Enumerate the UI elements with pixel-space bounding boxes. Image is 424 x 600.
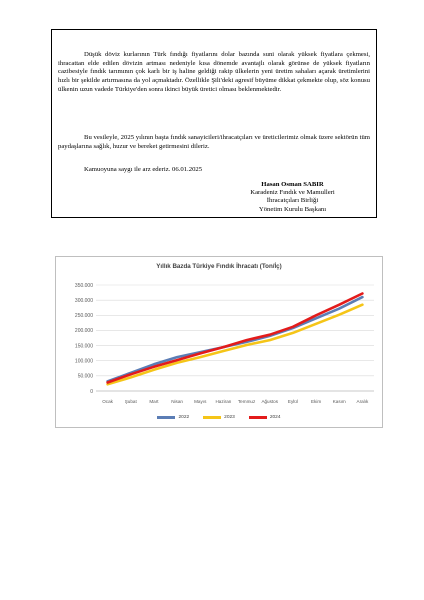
chart-legend xyxy=(56,415,382,420)
letter-paragraph-1: Düşük döviz kurlarının Türk fındığı fiyatlarını dolar bazında suni olarak yüksek fiyatlara çekmesi, ihracattan elde edilen dövizin artması nedeniyle kısa dönemde avantajlı olarak görünse de yüksek fiyatların cazibesiyle fındık tarımının çok karlı bir iş haline geldiği rakip ülkelerin yeni üretim sahaları açarak üretimlerini hızlı bir şekilde artırmasına da yol açmaktadır. Özellikle Şili'deki agresif büyüme dikkat çekmekte olup, söz konusu ülkenin uzun vadede Türkiye'den sonra ikinci büyük üretici olması beklenmektedir. xyxy=(58,51,370,93)
x-tick-label: Şubat xyxy=(124,399,137,404)
legend-label: 2024 xyxy=(269,415,281,420)
chart-title: Yıllık Bazda Türkiye Fındık İhracatı (Ton/İç) xyxy=(156,263,282,270)
legend-label: 2022 xyxy=(178,415,190,420)
export-chart xyxy=(55,256,383,428)
legend-item-2024 xyxy=(249,415,281,420)
x-tick-label: Ekim xyxy=(310,399,322,404)
y-tick-label: 200.000 xyxy=(74,328,93,335)
legend-swatch xyxy=(203,416,221,419)
legend-swatch xyxy=(249,416,267,419)
signatory-org-line-2: İhracatçıları Birliği xyxy=(266,197,319,205)
chart-plot xyxy=(56,257,384,429)
x-tick-label: Kasım xyxy=(332,399,346,404)
y-tick-label: 150.000 xyxy=(74,343,93,350)
x-tick-label: Haziran xyxy=(215,399,232,404)
y-tick-label: 50.000 xyxy=(77,373,93,380)
y-tick-label: 250.000 xyxy=(74,313,93,320)
signatory-title: Yönetim Kurulu Başkanı xyxy=(258,205,327,213)
series-line-2024 xyxy=(108,294,363,383)
y-tick-label: 350.000 xyxy=(74,282,93,289)
signatory-name: Hasan Osman SABIR xyxy=(261,181,324,188)
y-tick-label: 300.000 xyxy=(74,297,93,304)
signature-block xyxy=(230,181,355,214)
x-tick-label: Eylül xyxy=(287,399,298,404)
closing-line: Kamuoyuna saygı ile arz ederiz. 06.01.2025 xyxy=(84,166,203,173)
legend-swatch xyxy=(157,416,175,419)
x-tick-label: Temmuz xyxy=(237,399,256,404)
y-tick-label: 0 xyxy=(90,388,93,395)
x-tick-label: Aralık xyxy=(356,399,369,404)
x-tick-label: Ağustos xyxy=(261,399,279,404)
letter-box xyxy=(51,29,377,218)
legend-label: 2023 xyxy=(224,415,235,420)
x-tick-label: Mart xyxy=(149,399,159,404)
legend-item-2022 xyxy=(157,415,189,420)
legend-item-2023 xyxy=(203,415,235,420)
x-tick-label: Ocak xyxy=(102,399,113,404)
y-tick-label: 100.000 xyxy=(74,358,93,365)
letter-paragraph-2: Bu vesileyle, 2025 yılının başta fındık sanayicileri/ihracatçıları ve üreticilerimiz olmak üzere sektörün tüm paydaşlarına sağlık, huzur ve bereket getirmesini dileriz. xyxy=(58,134,370,150)
signatory-org-line-1: Karadeniz Fındık ve Mamulleri xyxy=(250,189,335,197)
x-tick-label: Mayıs xyxy=(194,399,207,404)
x-tick-label: Nisan xyxy=(171,399,183,404)
